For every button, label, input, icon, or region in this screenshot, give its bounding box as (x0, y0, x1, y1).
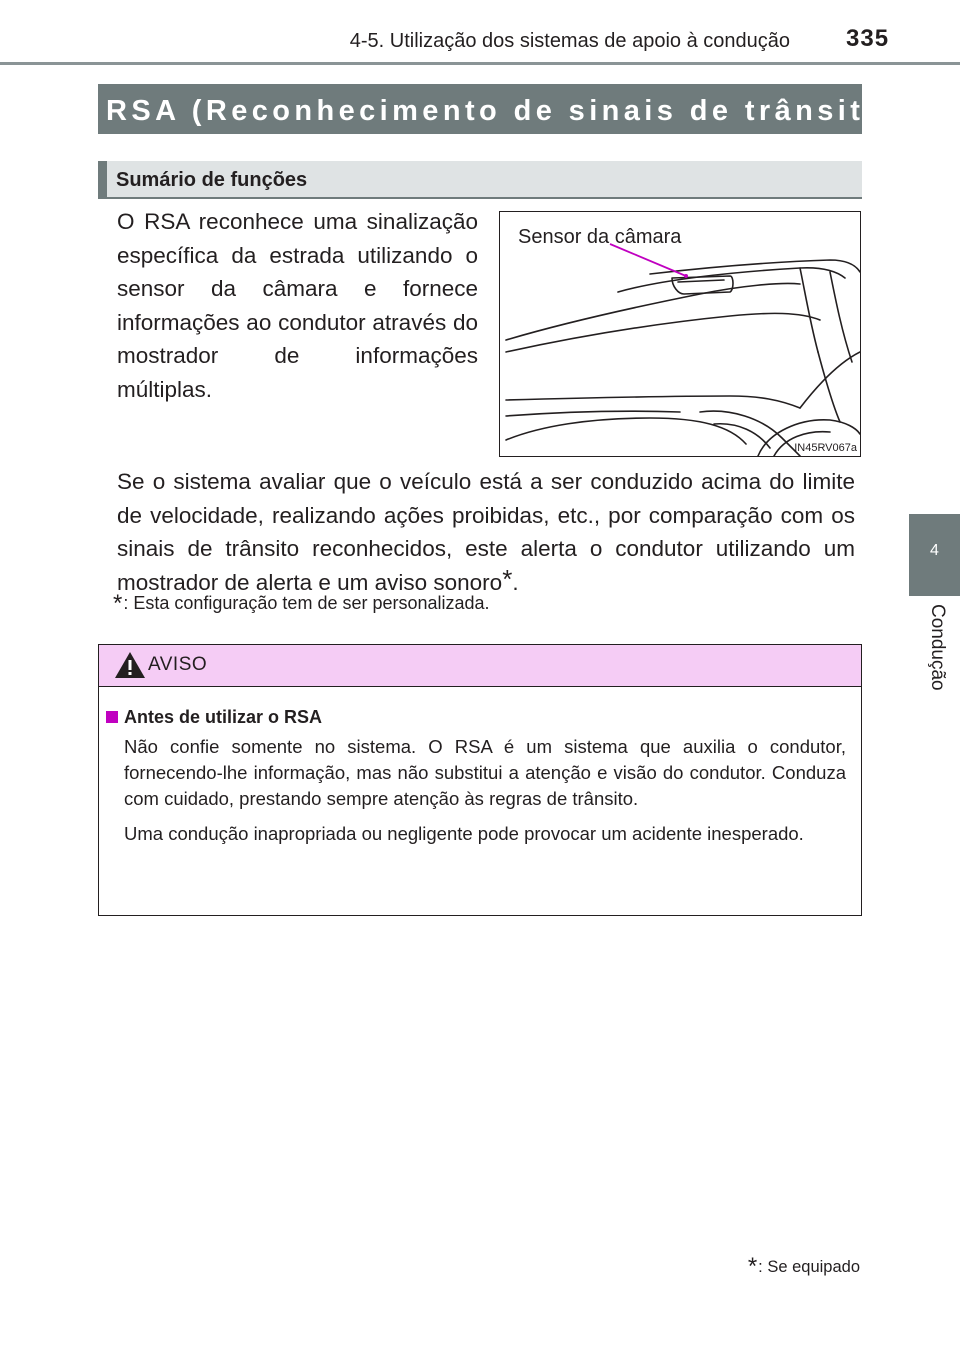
page-number: 335 (846, 25, 890, 52)
equipped-note (747, 1253, 860, 1280)
subheading-bar (98, 161, 862, 199)
warning-text-2: Uma condução inapropriada ou negligente pode provocar um acidente inesperado. (124, 823, 804, 844)
alert-paragraph (117, 465, 855, 599)
footnote (113, 590, 490, 617)
warning-box (98, 644, 862, 916)
figure-code: IN45RV067a (794, 442, 857, 454)
warning-title-row (106, 707, 846, 728)
header-divider (0, 62, 960, 65)
section-title: RSA (Reconhecimento de sinais de trânsito) (106, 95, 901, 127)
equipped-note-mark: * (747, 1253, 758, 1280)
equipped-note-text: : Se equipado (758, 1258, 860, 1276)
warning-triangle-icon (113, 650, 147, 680)
equipped-mark: * (900, 92, 908, 112)
warning-header (99, 645, 861, 687)
warning-body (106, 707, 846, 847)
camera-sensor-figure (499, 211, 861, 457)
warning-label: AVISO (148, 654, 208, 675)
chapter-number: 4 (930, 542, 939, 559)
chapter-label: Condução (927, 604, 948, 691)
header-section-title: 4-5. Utilização dos sistemas de apoio à condução (349, 30, 790, 52)
square-bullet-icon (106, 711, 118, 723)
camera-sensor-callout: Sensor da câmara (518, 226, 682, 248)
chapter-tab (909, 514, 960, 596)
subheading: Sumário de funções (116, 169, 308, 191)
section-banner (98, 84, 908, 134)
footnote-text: : Esta configuração tem de ser personalizada. (123, 593, 490, 613)
warning-text-1: Não confie somente no sistema. O RSA é um sistema que auxilia o condutor, fornecendo-lhe informação, mas não substitui a atenção e visão do condutor. Conduza com cuidado, prestando sempre atenção às regras de trânsito. (124, 736, 846, 809)
alert-paragraph-text: Se o sistema avaliar que o veículo está a ser conduzido acima do limite de velocidade, realizando ações proibidas, etc., por comparação com os sinais de trânsito reconhecidos, este alerta o condutor utilizando um mostrador de alerta e um aviso sonoro (117, 469, 855, 595)
intro-paragraph: O RSA reconhece uma sinalização específica da estrada utilizando o sensor da câmara e fornece informações ao condutor através do mostrador de informações múltiplas. (117, 209, 478, 402)
warning-title: Antes de utilizar o RSA (124, 707, 323, 727)
alert-paragraph-end: . (512, 569, 519, 595)
footnote-mark: * (113, 590, 123, 617)
footnote-mark: * (502, 563, 513, 594)
